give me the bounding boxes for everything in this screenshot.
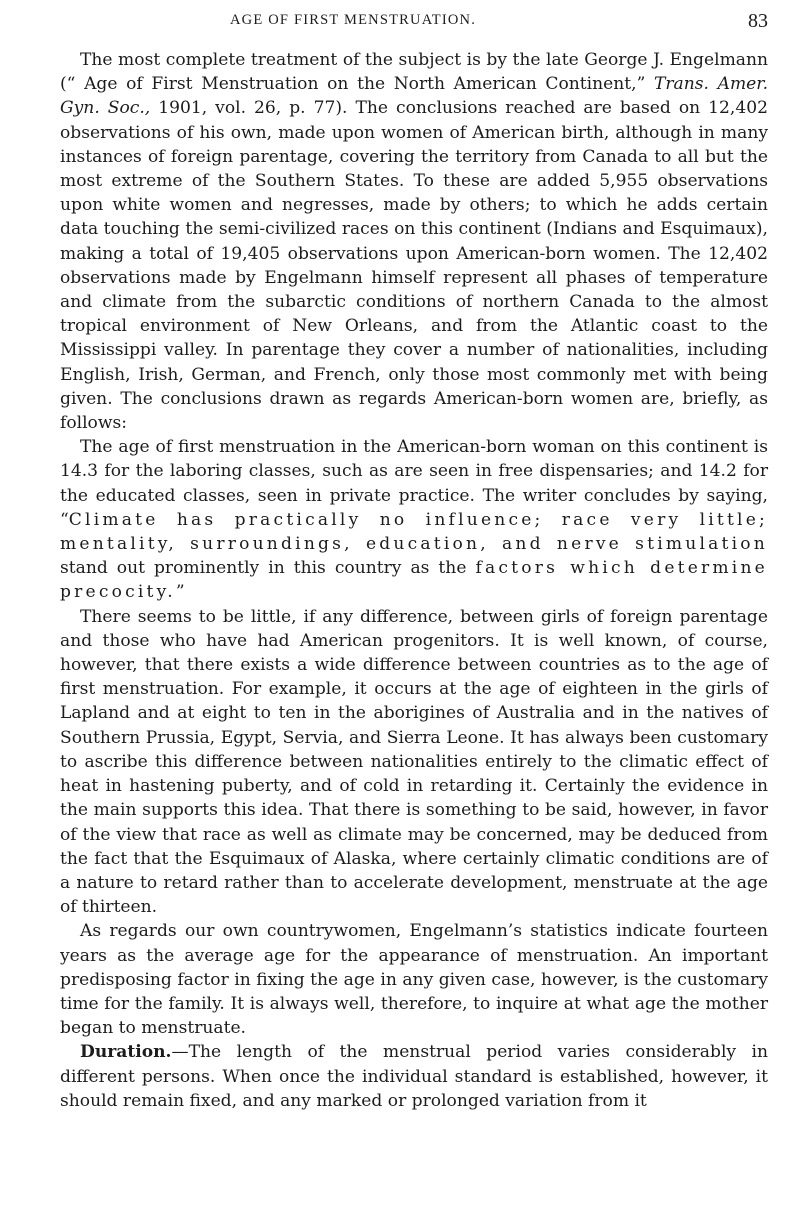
paragraph-2-text-a: The age of first menstruation in the American-born woman on this continent is 14.3 for the laboring classes, such as are seen in free dispensaries; and 14.2 for the educated classes, seen in private practice. The writer concludes by saying, “ <box>60 437 768 530</box>
paragraph-duration <box>60 1040 768 1113</box>
running-title: AGE OF FIRST MENSTRUATION. <box>230 12 477 28</box>
paragraph-1-text-c: 1901, vol. 26, p. 77). The conclusions reached are based on 12,402 observations of his own, made upon women of American birth, although in many instances of foreign parentage, covering the territory from Canada to all but the most extreme of the Southern States. To these are added 5,955 observations upon white women and negresses, made by others; to which he adds certain data touching the semi-civilized races on this continent (Indians and Esquimaux), making a total of 19,405 observations upon American-born women. The 12,402 observations made by Engelmann himself represent all phases of temperature and climate from the subarctic conditions of northern Canada to the almost tropical environment of New Orleans, and from the Atlantic coast to the Mississippi valley. In parentage they cover a number of nationalities, including English, Irish, German, and French, only those most commonly met with being given. The conclusions drawn as regards American-born women are, briefly, as follows: <box>60 98 768 434</box>
paragraph-countrywomen: As regards our own countrywomen, Engelmann’s statistics indicate fourteen years as the average age for the appearance of menstruation. An important predisposing factor in fixing the age in any given case, however, is the customary time for the family. It is always well, therefore, to inquire at what age the mother began to menstruate. <box>60 921 768 1039</box>
journal-citation: Trans. Amer. Gyn. Soc., <box>60 74 768 119</box>
body-text <box>60 48 768 1113</box>
paragraph-nationalities: There seems to be little, if any difference, between girls of foreign parentage and those who have had American progenitors. It is well known, of course, however, that there exists a wide difference between countries as to the age of first menstruation. For example, it occurs at the age of eighteen in the girls of Lapland and at eight to ten in the aborigines of Australia and in the natives of Southern Prussia, Egypt, Servia, and Sierra Leone. It has always been customary to ascribe this difference between nationalities entirely to the climatic effect of heat in hastening puberty, and of cold in retarding it. Certainly the evidence in the main supports this idea. That there is something to be said, however, in favor of the view that race as well as climate may be concerned, may be deduced from the fact that the Esquimaux of Alaska, where certainly climatic conditions are of a nature to retard rather than to accelerate development, menstruate at the age of thirteen. <box>60 606 768 918</box>
closing-quote: ” <box>175 582 185 603</box>
section-heading-duration: Duration. <box>80 1042 172 1063</box>
book-page <box>60 10 768 1113</box>
emphasized-quote: Climate has practically no influence; race very little; mentality, surroundings, education, and nerve stimulation <box>60 509 768 555</box>
paragraph-engelmann-study <box>60 48 768 435</box>
running-head <box>60 10 768 40</box>
page-number: 83 <box>748 10 768 32</box>
paragraph-5-text: —The length of the menstrual period varies considerably in different persons. When once the individual standard is established, however, it should remain fixed, and any marked or prolonged variation from it <box>60 1042 768 1111</box>
emphasized-phrase: factors which determine precocity. <box>60 558 768 603</box>
paragraph-2-text-c: stand out prominently in this country as the <box>60 558 476 579</box>
paragraph-1-text-a: The most complete treatment of the subject is by the late George J. Engelmann (“ Age of First Menstruation on the North American Continent,” <box>60 50 768 95</box>
paragraph-age-findings <box>60 435 768 604</box>
